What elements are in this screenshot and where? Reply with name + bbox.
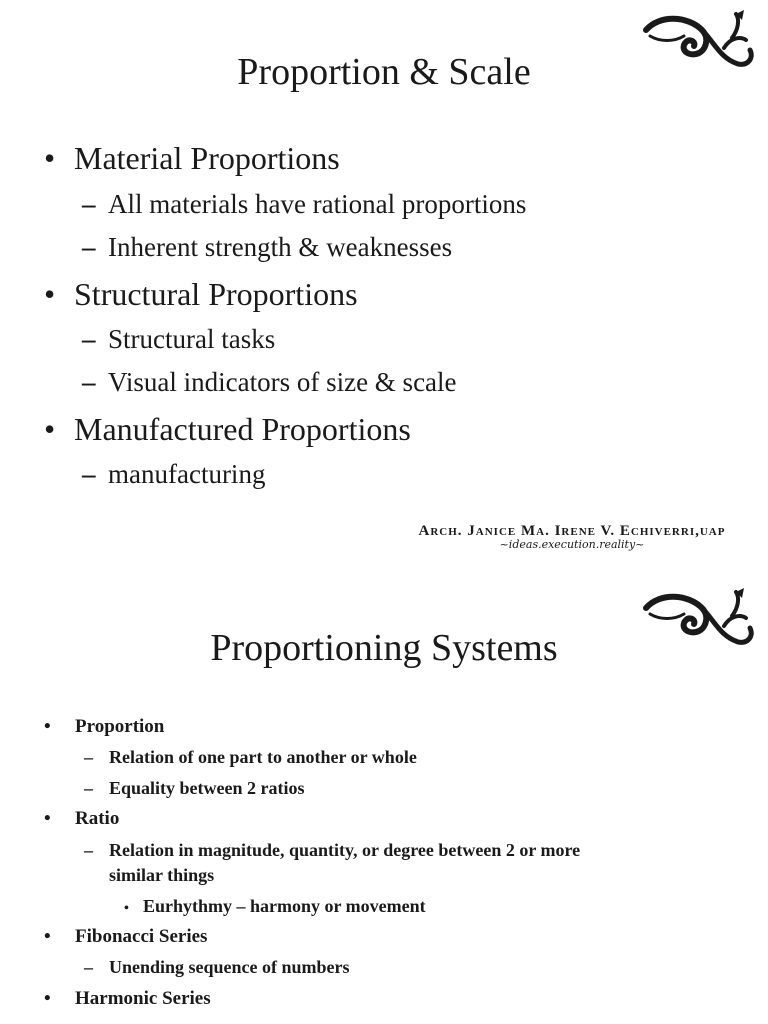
dash-icon: – bbox=[82, 367, 96, 397]
slide-title: Proportion & Scale bbox=[237, 51, 531, 93]
sub-list-item-text: Relation of one part to another or whole bbox=[109, 747, 417, 767]
author-signature bbox=[386, 523, 758, 551]
list-item-text: Ratio bbox=[75, 808, 120, 829]
sub-list-item bbox=[82, 189, 526, 220]
sub-list-item-continued bbox=[109, 865, 214, 886]
bullet-icon: • bbox=[44, 988, 51, 1009]
sub-list-item bbox=[84, 957, 350, 978]
dash-icon: – bbox=[84, 747, 93, 767]
sub-sub-list-item bbox=[124, 896, 426, 917]
sub-list-item bbox=[82, 232, 452, 263]
bullet-icon: • bbox=[44, 276, 56, 312]
sub-list-item bbox=[82, 367, 457, 398]
list-item-text: Harmonic Series bbox=[75, 988, 211, 1009]
bullet-icon: • bbox=[44, 411, 56, 447]
dash-icon: – bbox=[84, 778, 93, 798]
bullet-icon: • bbox=[124, 901, 129, 916]
list-item bbox=[44, 716, 164, 738]
list-item bbox=[44, 411, 411, 448]
sub-list-item-text: Relation in magnitude, quantity, or degree between 2 or more bbox=[109, 840, 581, 860]
sub-list-item-text: Equality between 2 ratios bbox=[109, 778, 305, 798]
list-item-text: Proportion bbox=[75, 716, 165, 737]
sub-list-item bbox=[84, 778, 305, 799]
dash-icon: – bbox=[84, 840, 93, 860]
sub-list-item-text: All materials have rational proportions bbox=[108, 189, 527, 219]
sub-list-item-text: Visual indicators of size & scale bbox=[108, 367, 457, 397]
sub-list-item-text: Structural tasks bbox=[108, 324, 276, 354]
list-item bbox=[44, 926, 207, 948]
author-name: Arch. Janice Ma. Irene V. Echiverri,uap bbox=[418, 523, 726, 539]
list-item-text: Material Proportions bbox=[74, 140, 340, 176]
bullet-icon: • bbox=[44, 140, 56, 176]
dash-icon: – bbox=[82, 459, 96, 489]
sub-list-item-text: Inherent strength & weaknesses bbox=[108, 232, 453, 262]
sub-list-item-text: similar things bbox=[109, 865, 215, 885]
sub-list-item bbox=[82, 459, 265, 490]
bullet-icon: • bbox=[44, 808, 51, 829]
list-item-text: Fibonacci Series bbox=[75, 926, 208, 947]
sub-list-item-text: manufacturing bbox=[108, 459, 266, 489]
author-tagline: ~ideas.execution.reality~ bbox=[499, 538, 645, 551]
sub-list-item bbox=[84, 840, 580, 861]
list-item-text: Structural Proportions bbox=[74, 276, 358, 312]
dash-icon: – bbox=[82, 189, 96, 219]
list-item-text: Manufactured Proportions bbox=[74, 411, 411, 447]
list-item bbox=[44, 140, 340, 177]
sub-list-item bbox=[84, 747, 417, 768]
bullet-icon: • bbox=[44, 716, 51, 737]
list-item bbox=[44, 988, 211, 1010]
slide-proportioning-systems bbox=[0, 576, 768, 1024]
dash-icon: – bbox=[82, 324, 96, 354]
sub-list-item bbox=[82, 324, 275, 355]
sub-sub-list-item-text: Eurhythmy – harmony or movement bbox=[143, 896, 426, 916]
bullet-icon: • bbox=[44, 926, 51, 947]
dash-icon: – bbox=[82, 232, 96, 262]
list-item bbox=[44, 808, 119, 830]
dash-icon: – bbox=[84, 957, 93, 977]
sub-list-item-text: Unending sequence of numbers bbox=[109, 957, 350, 977]
list-item bbox=[44, 276, 358, 313]
slide-title: Proportioning Systems bbox=[210, 627, 558, 669]
